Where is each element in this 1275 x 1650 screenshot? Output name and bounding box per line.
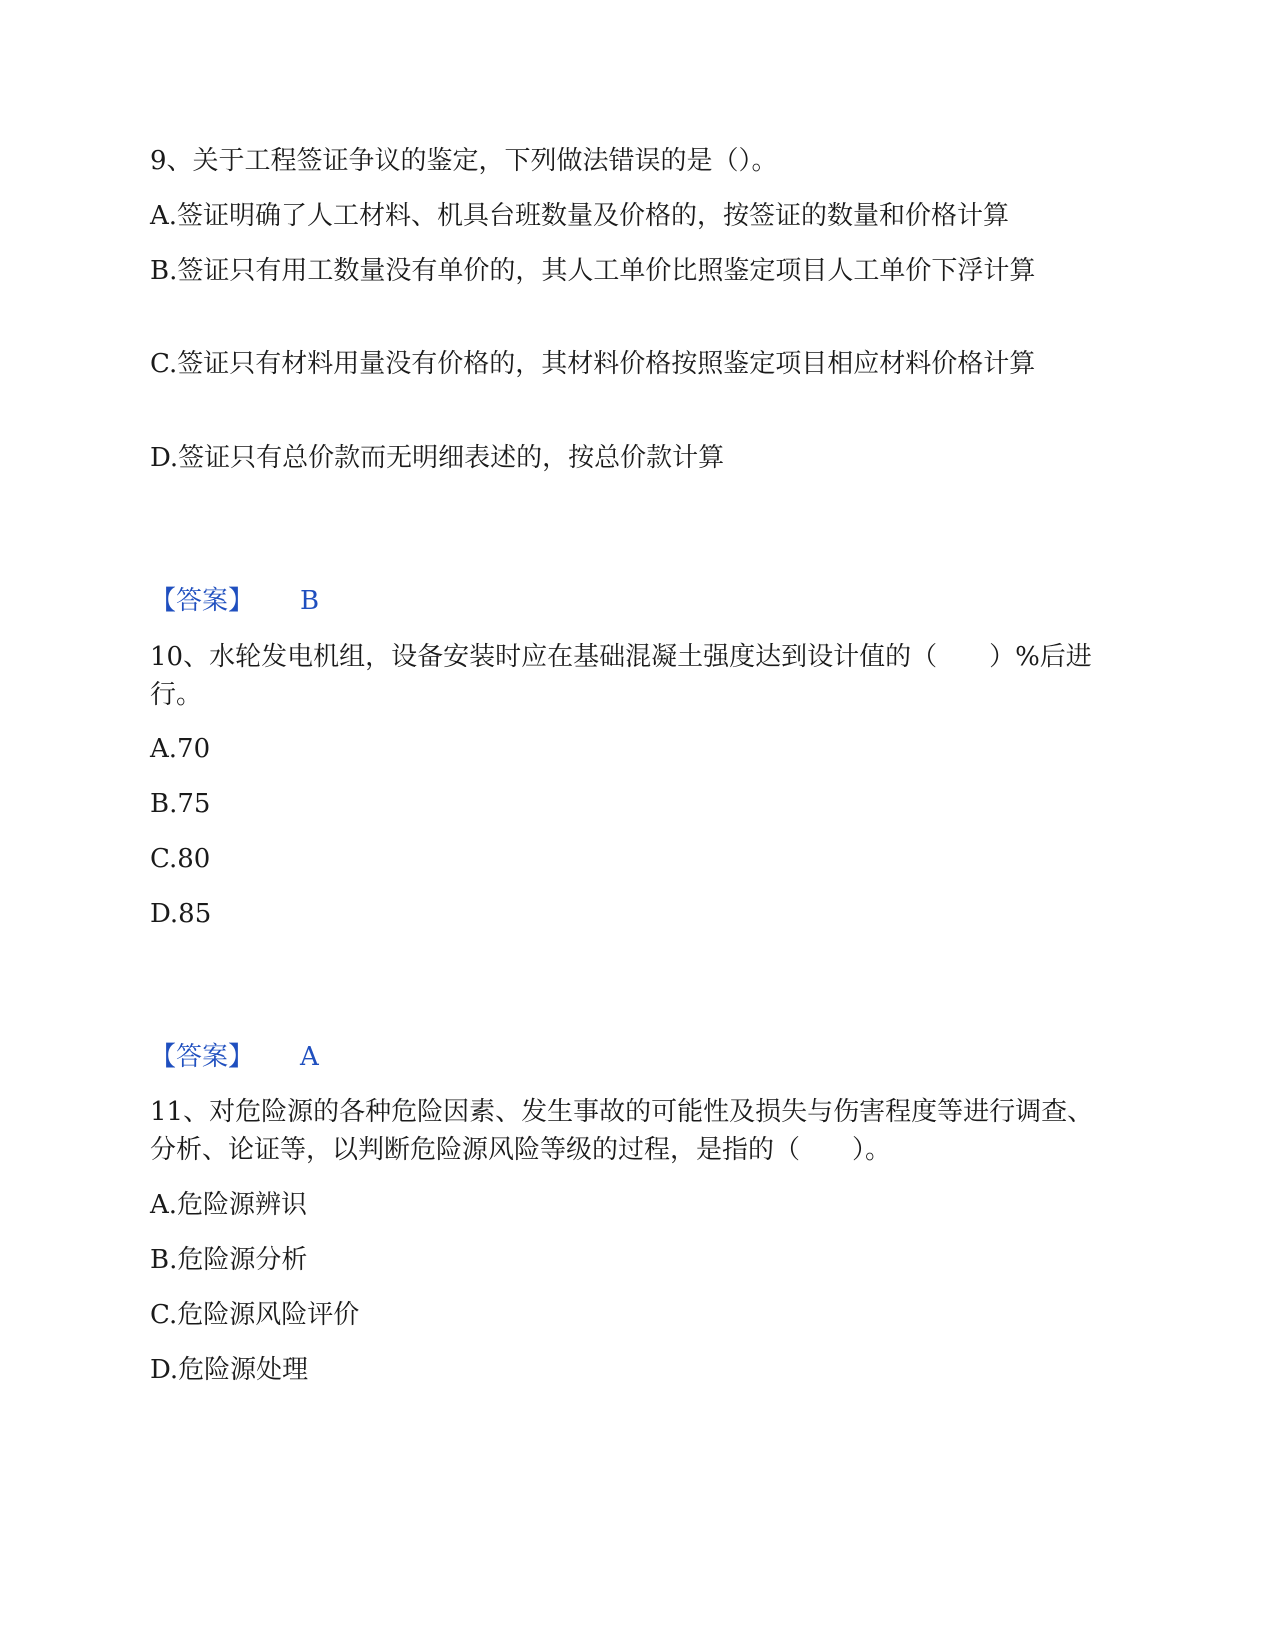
answer-label: 【答案】 bbox=[150, 586, 255, 616]
answer-label: 【答案】 bbox=[150, 1042, 255, 1072]
question-10-stem: 10、水轮发电机组，设备安装时应在基础混凝土强度达到设计值的（ ）%后进行。 bbox=[150, 642, 1092, 710]
question-9-stem: 9、关于工程签证争议的鉴定，下列做法错误的是（）。 bbox=[150, 146, 778, 176]
question-10-answer bbox=[150, 1038, 319, 1076]
question-10-option-b: B.75 bbox=[150, 789, 211, 819]
question-11-option-b: B.危险源分析 bbox=[150, 1245, 308, 1275]
question-11-stem: 11、对危险源的各种危险因素、发生事故的可能性及损失与伤害程度等进行调查、分析、论证等，以判断危险源风险等级的过程，是指的（ ）。 bbox=[150, 1097, 1094, 1165]
question-9-option-d: D.签证只有总价款而无明细表述的，按总价款计算 bbox=[150, 443, 725, 473]
answer-value: A bbox=[300, 1042, 319, 1072]
answer-value: B bbox=[300, 586, 320, 616]
question-11-option-d: D.危险源处理 bbox=[150, 1355, 309, 1385]
question-10-option-a: A.70 bbox=[150, 734, 211, 764]
question-10-option-d: D.85 bbox=[150, 899, 212, 929]
question-10-option-c: C.80 bbox=[150, 844, 211, 874]
question-9-option-b: B.签证只有用工数量没有单价的，其人工单价比照鉴定项目人工单价下浮计算 bbox=[150, 256, 1036, 286]
question-9-option-a: A.签证明确了人工材料、机具台班数量及价格的，按签证的数量和价格计算 bbox=[150, 201, 1010, 231]
question-9-option-c: C.签证只有材料用量没有价格的，其材料价格按照鉴定项目相应材料价格计算 bbox=[150, 349, 1036, 379]
question-11-option-c: C.危险源风险评价 bbox=[150, 1300, 360, 1330]
question-11-option-a: A.危险源辨识 bbox=[150, 1190, 308, 1220]
question-9-answer bbox=[150, 582, 319, 620]
